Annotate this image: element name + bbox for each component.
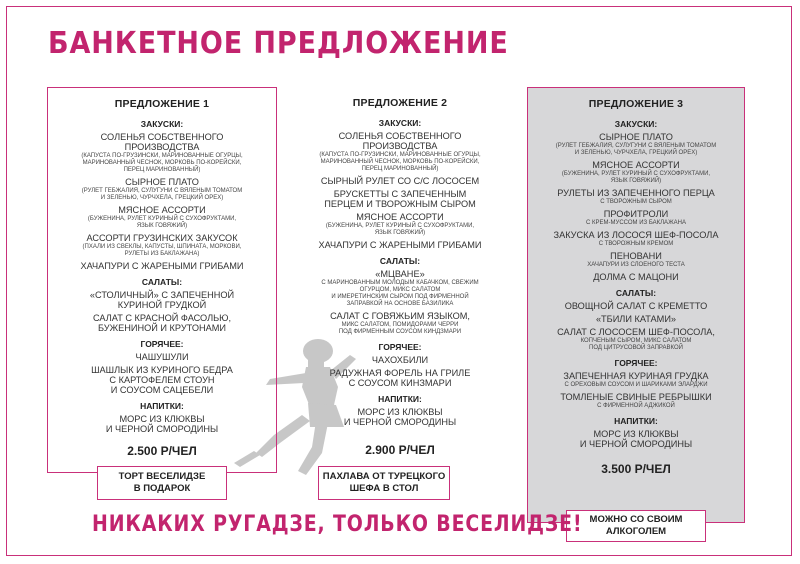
offer-1-card (47, 87, 277, 473)
offer-1-item: СЫРНОЕ ПЛАТО (125, 177, 199, 187)
offer-3-title: ПРЕДЛОЖЕНИЕ 3 (588, 98, 684, 110)
offer-2-bonus: ПАХЛАВА ОТ ТУРЕЦКОГО ШЕФА В СТОЛ (318, 466, 450, 500)
offer-3-note: С ФИРМЕННОЙ АДЖИКОЙ (597, 403, 675, 409)
offer-2-item: ЧАХОХБИЛИ (371, 355, 429, 365)
offer-3-salads-heading: САЛАТЫ: (615, 288, 657, 298)
offer-3-price: 3.500 Р/ЧЕЛ (601, 462, 671, 476)
offer-3-card (527, 87, 745, 523)
offer-3-item: МЯСНОЕ АССОРТИ (592, 160, 680, 170)
offer-2-item: ХАЧАПУРИ С ЖАРЕНЫМИ ГРИБАМИ (318, 240, 482, 250)
offer-3-note: С ТВОРОЖНЫМ СЫРОМ (600, 199, 672, 205)
offer-3-item: РУЛЕТЫ ИЗ ЗАПЕЧЕННОГО ПЕРЦА (557, 188, 715, 198)
offer-1-note: (ПХАЛИ ИЗ СВЕКЛЫ, КАПУСТЫ, ШПИНАТА, МОРКОВИ, РУЛЕТЫ ИЗ БАКЛАЖАНА) (82, 244, 242, 257)
offer-3-note: (РУЛЕТ ГЕБЖАЛИЯ, СУЛУГУНИ С ВЯЛЕНЫМ ТОМАТОМ И ЗЕЛЕНЬЮ, ЧУРЧХЕЛА, ГРЕЦКИЙ ОРЕХ) (555, 143, 717, 156)
offer-3-note: КОПЧЕНЫМ СЫРОМ, МИКС САЛАТОМ ПОД ЦИТРУСОВОЙ ЗАПРАВКОЙ (580, 338, 692, 351)
offer-3-note: С ТВОРОЖНЫМ КРЕМОМ (598, 241, 674, 247)
offer-1-price: 2.500 Р/ЧЕЛ (127, 444, 197, 458)
offer-2-note: С МАРИНОВАННЫМ МОЛОДЫМ КАБАЧКОМ, СВЕЖИМ ОГУРЦОМ, МИКС САЛАТОМ И ИМЕРЕТИНСКИМ СЫРОМ ПОД ФИРМЕННОЙ ЗАПРАВКОЙ НА ОСНОВЕ БАЗИЛИКА (321, 280, 479, 307)
offer-1-snacks-heading: ЗАКУСКИ: (140, 119, 184, 129)
offer-1-note: (БУЖЕНИНА, РУЛЕТ КУРИНЫЙ С СУХОФРУКТАМИ, ЯЗЫК ГОВЯЖИЙ) (87, 216, 237, 229)
offer-3-item: «ТБИЛИ КАТАМИ» (595, 314, 677, 324)
offer-2-salads-heading: САЛАТЫ: (379, 256, 421, 266)
offer-1-item: СОЛЕНЬЯ СОБСТВЕННОГО ПРОИЗВОДСТВА (100, 132, 224, 152)
offer-1-hot-heading: ГОРЯЧЕЕ: (140, 339, 184, 349)
offer-1-bonus: ТОРТ ВЕСЕЛИДЗЕ В ПОДАРОК (97, 466, 227, 500)
offer-3-snacks-heading: ЗАКУСКИ: (614, 119, 658, 129)
offer-3-note: ХАЧАПУРИ ИЗ СЛОЕНОГО ТЕСТА (587, 262, 685, 268)
offer-2-item: МОРС ИЗ КЛЮКВЫ И ЧЕРНОЙ СМОРОДИНЫ (343, 407, 457, 427)
offer-3-note: (БУЖЕНИНА, РУЛЕТ КУРИНЫЙ С СУХОФРУКТАМИ, ЯЗЫК ГОВЯЖИЙ) (561, 171, 711, 184)
offer-1-note: (КАПУСТА ПО-ГРУЗИНСКИ, МАРИНОВАННЫЕ ОГУРЦЫ, МАРИНОВАННЫЙ ЧЕСНОК, МОРКОВЬ ПО-КОРЕЙСКИ, ПЕРЕЦ МАРИНОВАННЫЙ) (81, 153, 243, 173)
offer-1-title: ПРЕДЛОЖЕНИЕ 1 (114, 98, 210, 110)
offer-3-hot-heading: ГОРЯЧЕЕ: (614, 358, 658, 368)
offer-2-item: МЯСНОЕ АССОРТИ (356, 212, 444, 222)
offer-3-note: С ОРЕХОВЫМ СОУСОМ И ШАРИКАМИ ЭЛАРДЖИ (564, 382, 708, 388)
offer-2-item: САЛАТ С ГОВЯЖЬИМ ЯЗЫКОМ, (330, 311, 470, 321)
offer-2-card (285, 87, 515, 473)
offer-2-price: 2.900 Р/ЧЕЛ (365, 443, 435, 457)
offer-3-item: ЗАКУСКА ИЗ ЛОСОСЯ ШЕФ-ПОСОЛА (553, 230, 719, 240)
offer-2-snacks-heading: ЗАКУСКИ: (378, 118, 422, 128)
offer-3-item: ДОЛМА С МАЦОНИ (593, 272, 679, 282)
offer-1-item: АССОРТИ ГРУЗИНСКИХ ЗАКУСОК (86, 233, 238, 243)
offer-2-title: ПРЕДЛОЖЕНИЕ 2 (352, 97, 448, 109)
offer-3-item: САЛАТ С ЛОСОСЕМ ШЕФ-ПОСОЛА, (557, 327, 715, 337)
offer-2-note: (БУЖЕНИНА, РУЛЕТ КУРИНЫЙ С СУХОФРУКТАМИ, ЯЗЫК ГОВЯЖИЙ) (325, 223, 475, 236)
offer-2-note: (КАПУСТА ПО-ГРУЗИНСКИ, МАРИНОВАННЫЕ ОГУРЦЫ, МАРИНОВАННЫЙ ЧЕСНОК, МОРКОВЬ ПО-КОРЕЙСКИ, ПЕРЕЦ МАРИНОВАННЫЙ) (319, 152, 481, 172)
offer-3-item: СЫРНОЕ ПЛАТО (599, 132, 673, 142)
offer-2-item: РАДУЖНАЯ ФОРЕЛЬ НА ГРИЛЕ С СОУСОМ КИНЗМАРИ (329, 368, 471, 388)
offer-3-item: ПРОФИТРОЛИ (603, 209, 669, 219)
slogan: НИКАКИХ РУГАДЗЕ, ТОЛЬКО ВЕСЕЛИДЗЕ! (92, 512, 583, 537)
offer-1-note: (РУЛЕТ ГЕБЖАЛИЯ, СУЛУГУНИ С ВЯЛЕНЫМ ТОМАТОМ И ЗЕЛЕНЬЮ, ЧУРЧХЕЛА, ГРЕЦКИЙ ОРЕХ) (81, 188, 243, 201)
offer-3-item: ОВОЩНОЙ САЛАТ С КРЕМЕТТО (564, 301, 708, 311)
offer-1-item: ШАШЛЫК ИЗ КУРИНОГО БЕДРА С КАРТОФЕЛЕМ СТОУН И СОУСОМ САЦЕБЕЛИ (91, 365, 233, 395)
offer-3-drinks-heading: НАПИТКИ: (614, 416, 658, 426)
offer-3-note: С КРЕМ-МУССОМ ИЗ БАКЛАЖАНА (586, 220, 686, 226)
offer-3-bonus: МОЖНО СО СВОИМ АЛКОГОЛЕМ (566, 510, 706, 542)
offer-2-item: СОЛЕНЬЯ СОБСТВЕННОГО ПРОИЗВОДСТВА (338, 131, 462, 151)
offer-3-item: ПЕНОВАНИ (610, 251, 662, 261)
offer-2-hot-heading: ГОРЯЧЕЕ: (378, 342, 422, 352)
offer-1-item: МОРС ИЗ КЛЮКВЫ И ЧЕРНОЙ СМОРОДИНЫ (105, 414, 219, 434)
offer-2-item: СЫРНЫЙ РУЛЕТ СО С/С ЛОСОСЕМ (320, 176, 480, 186)
offer-1-item: «СТОЛИЧНЫЙ» С ЗАПЕЧЕННОЙ КУРИНОЙ ГРУДКОЙ (89, 290, 235, 310)
offer-3-item: ТОМЛЕНЫЕ СВИНЫЕ РЕБРЫШКИ (560, 392, 712, 402)
offer-2-item: БРУСКЕТТЫ С ЗАПЕЧЕННЫМ ПЕРЦЕМ И ТВОРОЖНЫМ СЫРОМ (324, 189, 476, 209)
offer-1-salads-heading: САЛАТЫ: (141, 277, 183, 287)
offer-1-item: САЛАТ С КРАСНОЙ ФАСОЛЬЮ, БУЖЕНИНОЙ И КРУТОНАМИ (93, 313, 231, 333)
offer-1-item: ЧАШУШУЛИ (135, 352, 189, 362)
offer-3-item: ЗАПЕЧЕННАЯ КУРИНАЯ ГРУДКА (563, 371, 709, 381)
offer-3-item: МОРС ИЗ КЛЮКВЫ И ЧЕРНОЙ СМОРОДИНЫ (579, 429, 693, 449)
offer-2-drinks-heading: НАПИТКИ: (378, 394, 422, 404)
offer-1-drinks-heading: НАПИТКИ: (140, 401, 184, 411)
page-title: БАНКЕТНОЕ ПРЕДЛОЖЕНИЕ (48, 26, 509, 61)
offer-1-item: МЯСНОЕ АССОРТИ (118, 205, 206, 215)
offer-1-item: ХАЧАПУРИ С ЖАРЕНЫМИ ГРИБАМИ (80, 261, 244, 271)
offer-2-note: МИКС САЛАТОМ, ПОМИДОРАМИ ЧЕРРИ ПОД ФИРМЕННЫМ СОУСОМ КИНДЗМАРИ (338, 322, 462, 335)
offer-2-item: «МЦВАНЕ» (375, 269, 425, 279)
